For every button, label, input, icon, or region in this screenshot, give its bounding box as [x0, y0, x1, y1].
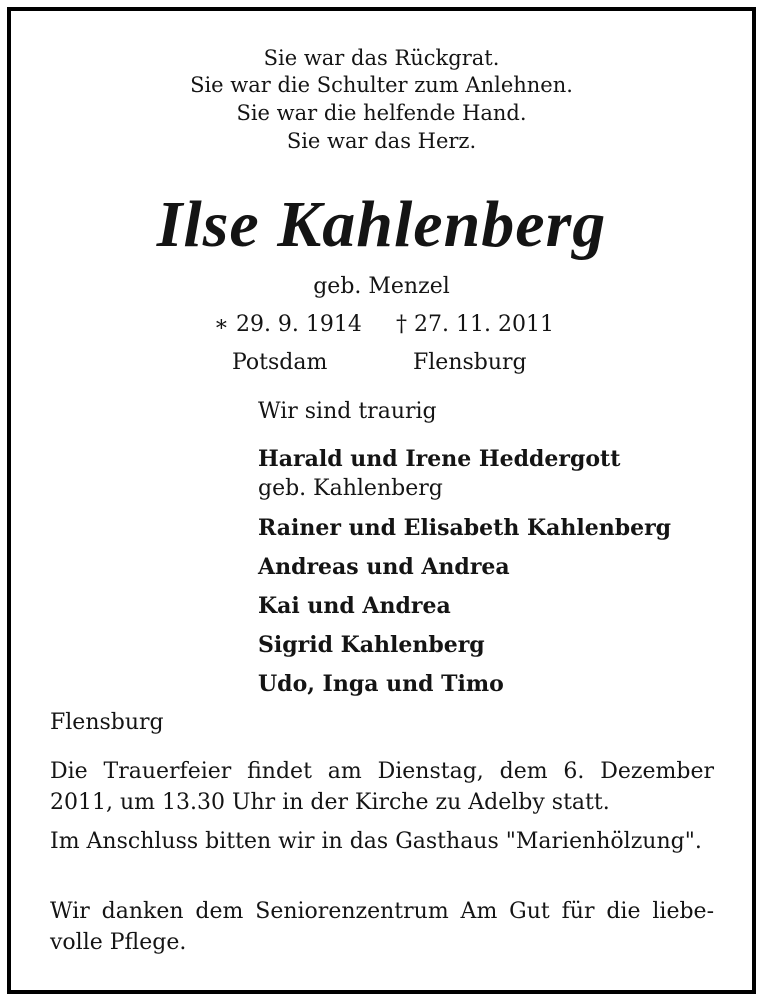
mourner-name: Rainer und Elisabeth Kahlenberg	[258, 515, 672, 541]
death-place: Flensburg	[413, 350, 527, 375]
funeral-notice: Die Trauerfeier findet am Dienstag, dem 6. Dezember 2011, um 13.30 Uhr in der Kirche zu Adelby statt.	[50, 759, 714, 815]
verse-line: Sie war die Schulter zum Anlehnen.	[190, 73, 573, 97]
maiden-name: geb. Menzel	[313, 274, 450, 299]
birth-date: ∗ 29. 9. 1914	[214, 312, 362, 337]
birth-place: Potsdam	[232, 350, 328, 375]
mourner-name: Kai und Andrea	[258, 593, 451, 619]
mourner-name: Sigrid Kahlenberg	[258, 632, 485, 658]
death-date: † 27. 11. 2011	[396, 312, 554, 337]
mourners-intro: Wir sind traurig	[258, 399, 437, 424]
reception-notice: Im Anschluss bitten wir in das Gasthaus "Marienhölzung".	[50, 829, 702, 854]
mourner-name: Andreas und Andrea	[258, 554, 510, 580]
mourner-maiden-name: geb. Kahlenberg	[258, 476, 443, 501]
verse-line: Sie war das Herz.	[286, 129, 477, 153]
location: Flensburg	[50, 710, 164, 735]
deceased-name: Ilse Kahlenberg	[156, 188, 607, 261]
thanks-notice: Wir danken dem Seniorenzentrum Am Gut für die liebevolle Pflege.	[50, 899, 714, 955]
mourner-name: Harald und Irene Heddergott	[258, 446, 621, 472]
verse-line: Sie war die helfende Hand.	[236, 101, 527, 125]
verse-line: Sie war das Rückgrat.	[263, 46, 500, 70]
mourner-name: Udo, Inga und Timo	[258, 671, 504, 697]
